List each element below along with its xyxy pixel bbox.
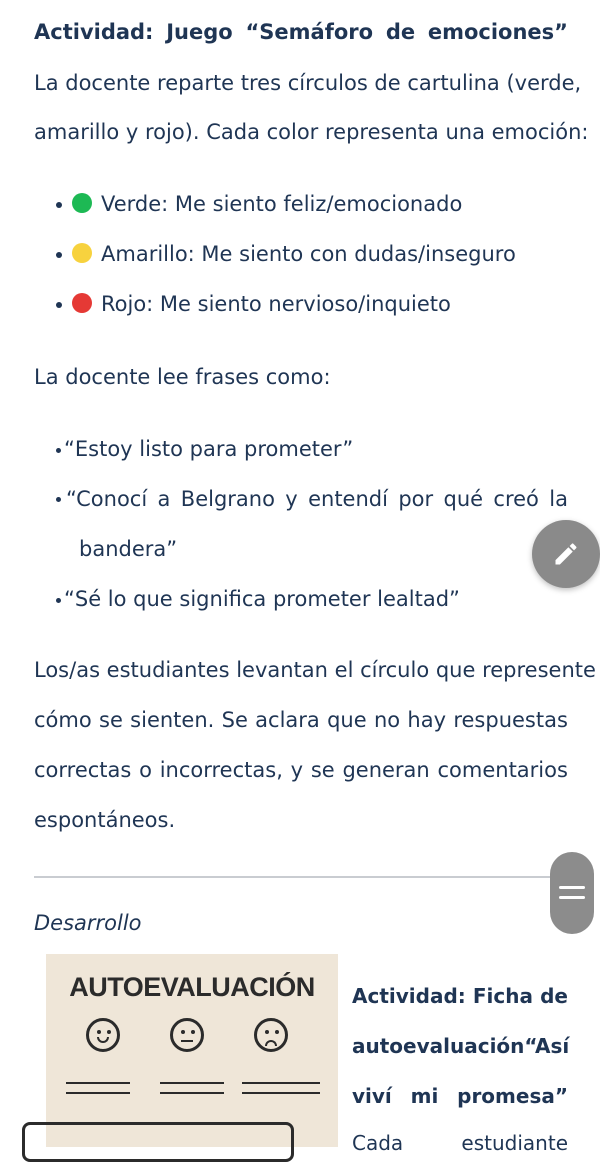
answer-line [160,1082,224,1084]
answer-line [160,1092,224,1094]
green-circle-icon [72,193,92,213]
phrase-item-3 [56,587,460,611]
section-heading: Desarrollo [34,911,142,935]
activity2-word: Actividad: [352,984,466,1008]
bullet-icon [56,448,61,453]
closing-word: no [373,708,401,732]
emotion-item-yellow [56,242,516,266]
activity2-word: mi [410,1084,439,1108]
bullet-icon [56,252,62,258]
neutral-face-icon [170,1018,204,1052]
scroll-handle[interactable] [550,852,594,934]
activity2-word: “Así [524,1034,570,1058]
phrase-word: y [285,487,298,511]
phrase-word: a [157,487,171,511]
autoevaluacion-answer-box [22,1122,294,1162]
closing-word: se [99,708,123,732]
activity2-word: de [540,984,568,1008]
emotion-item-green [56,192,462,216]
activity2-line-3 [352,1084,568,1108]
closing-word: y [290,758,304,782]
emotion-label: Verde: Me siento feliz/emocionado [101,192,463,216]
phrase-item-1 [56,437,353,461]
red-circle-icon [72,293,92,313]
closing-word: aclara [255,708,320,732]
activity2-word: Cada [352,1131,404,1155]
phrase-word: creó [493,487,539,511]
closing-word: que [327,708,367,732]
activity2-line-2 [352,1034,568,1058]
phrases-intro: La docente lee frases como: [34,365,331,389]
smile-face-icon [86,1018,120,1052]
bullet-icon [56,497,61,502]
closing-word: o [139,758,152,782]
answer-line [66,1082,130,1084]
edit-button[interactable] [532,520,600,588]
closing-line-1: Los/as estudiantes levantan el círculo que represente [34,658,596,682]
phrase-2-line-1 [66,487,568,511]
title-word: “Semáforo [245,20,374,44]
activity2-word: autoevaluación [352,1034,525,1058]
answer-line [242,1082,320,1084]
closing-line-2 [34,708,568,732]
title-word: de [385,20,416,44]
autoevaluacion-title: AUTOEVALUACIÓN [69,972,315,1002]
phrase-word: entendí [308,487,388,511]
sad-face-icon [254,1018,288,1052]
activity2-word: Ficha [472,984,533,1008]
phrase-word: Belgrano [180,487,275,511]
closing-word: respuestas [453,708,568,732]
activity2-word: promesa” [457,1084,568,1108]
closing-word: comentarios [437,758,568,782]
closing-word: se [310,758,335,782]
horizontal-divider [34,876,568,878]
phrase-word: la [549,487,568,511]
answer-line [242,1092,320,1094]
phrase-text: “Estoy listo para prometer” [64,437,354,461]
phrase-word: “Conocí [66,487,148,511]
activity2-line-1 [352,984,568,1008]
closing-word: Se [221,708,248,732]
closing-word: cómo [34,708,92,732]
drag-handle-icon [559,886,585,889]
intro-line-2: amarillo y rojo). Cada color representa una emoción: [34,120,589,144]
title-word: emociones” [427,20,568,44]
closing-word: hay [407,708,447,732]
emotion-item-red [56,292,451,316]
activity2-word: estudiante [461,1131,568,1155]
closing-word: sienten. [130,708,215,732]
answer-line [66,1092,130,1094]
pencil-icon [552,540,580,568]
phrase-word: por [398,487,434,511]
phrase-2-line-2: bandera” [79,537,178,561]
activity2-line-4 [352,1131,568,1155]
closing-word: correctas [34,758,132,782]
intro-line-1: La docente reparte tres círculos de cartulina (verde, [34,71,582,95]
bullet-icon [56,302,62,308]
title-word: Actividad: [34,20,154,44]
emotion-label: Amarillo: Me siento con dudas/inseguro [101,242,516,266]
emotion-label: Rojo: Me siento nervioso/inquieto [101,292,451,316]
drag-handle-icon [559,896,585,899]
autoevaluacion-image [46,954,338,1147]
phrase-word: qué [443,487,484,511]
title-word: Juego [166,20,233,44]
closing-line-3 [34,758,568,782]
bullet-icon [56,598,61,603]
closing-line-4: espontáneos. [34,808,176,832]
closing-word: incorrectas, [159,758,283,782]
bullet-icon [56,202,62,208]
phrase-text: “Sé lo que significa prometer lealtad” [64,587,460,611]
closing-word: generan [342,758,430,782]
activity-title [34,20,568,44]
activity2-word: viví [352,1084,392,1108]
yellow-circle-icon [72,243,92,263]
